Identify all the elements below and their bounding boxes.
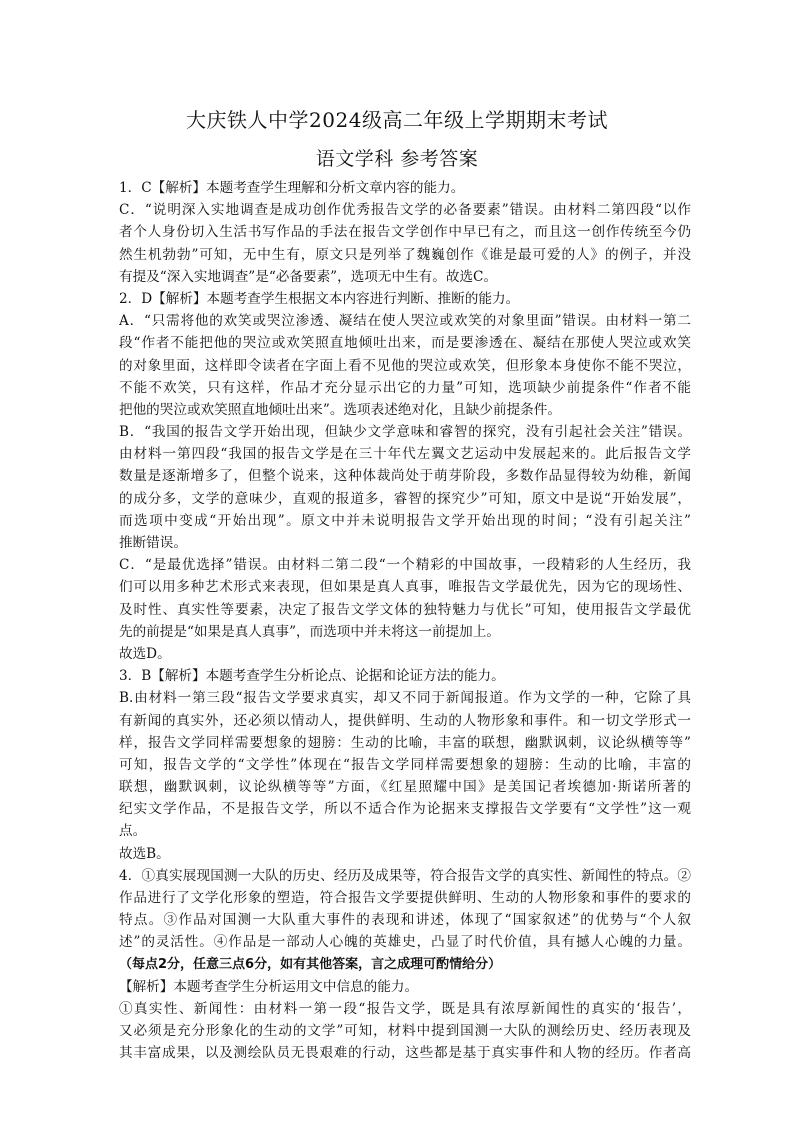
text-line: 然生机勃勃”可知，无中生有，原文只是列举了魏巍创作《谁是最可爱的人》的例子，并没 — [119, 246, 691, 263]
text-line: 不能不欢笑，只有这样，作品才充分显示出它的力量”可知，选项缺少前提条件“作者不能 — [119, 379, 691, 396]
text-line: 把他的哭泣或欢笑照直地倾吐出来”。选项表述绝对化，且缺少前提条件。 — [119, 401, 561, 418]
text-line: B.由材料一第三段“报告文学要求真实，却又不同于新闻报道。作为文学的一种，它除了具 — [119, 690, 691, 707]
text-line: ①真实性、新闻性：由材料一第一段“报告文学，既是具有浓厚新闻性的真实的‘报告’， — [119, 1000, 691, 1017]
text-line: 推断错误。 — [119, 535, 187, 551]
text-line: 及时性、真实性等要素，决定了报告文学文体的独特魅力与优长”可知，使用报告文学最优 — [119, 601, 691, 618]
text-line: 们可以用多种艺术形式来表现，但如果是真人真事，唯报告文学最优先，因为它的现场性、 — [119, 579, 691, 596]
text-line: A．“只需将他的欢笑或哭泣渗透、凝结在使人哭泣或欢笑的对象里面”错误。由材料一第二 — [119, 313, 691, 330]
text-line: 数量是逐渐增多了，但整个说来，这种体裁尚处于萌芽阶段，多数作品显得较为幼稚，新闻 — [119, 468, 691, 485]
text-line: 有提及“深入实地调查”是“必备要素”，选项无中生有。故选C。 — [119, 268, 498, 285]
text-line: 而选项中变成“开始出现”。原文中并未说明报告文学开始出现的时间；“没有引起关注” — [119, 512, 691, 529]
text-line: （每点2分，任意三点6分，如有其他答案，言之成理可酌情给分） — [119, 956, 502, 972]
text-line: 点。 — [119, 823, 147, 840]
text-line: 者个人身份切入生活书写作品的手法在报告文学创作中早已有之，而且这一创作传统至今仍 — [119, 224, 691, 241]
text-line: 故选D。 — [119, 645, 171, 662]
text-line: 段“作者不能把他的哭泣或欢笑照直地倾吐出来，而是要渗透在、凝结在那使人哭泣或欢笑 — [119, 335, 691, 352]
text-line: 的成分多，文学的意味少，直观的报道多，睿智的探究少”可知，原文中是说“开始发展”， — [119, 490, 691, 507]
document-subtitle: 语文学科 参考答案 — [315, 148, 479, 170]
text-line: 纪实文学作品，不是报告文学，所以不适合作为论据来支撑报告文学要有“文学性”这一观 — [119, 801, 691, 818]
text-line: 3．B【解析】本题考查学生分析论点、论据和论证方法的能力。 — [119, 668, 505, 685]
text-line: C．“说明深入实地调查是成功创作优秀报告文学的必备要素”错误。由材料二第四段“以作 — [119, 202, 691, 219]
text-line: 联想，幽默讽刺，议论纵横等等”方面，《红星照耀中国》是美国记者埃德加·斯诺所著的 — [119, 779, 691, 796]
text-line: B．“我国的报告文学开始出现，但缺少文学意味和睿智的探究，没有引起社会关注”错误。 — [119, 424, 691, 441]
text-line: 4．①真实展现国测一大队的历史、经历及成果等，符合报告文学的真实性、新闻性的特点。② — [119, 867, 691, 884]
text-line: 样，报告文学同样需要想象的翅膀：生动的比喻，丰富的联想，幽默讽刺，议论纵横等等” — [119, 734, 691, 751]
document-title: 大庆铁人中学2024级高二年级上学期期末考试 — [186, 108, 608, 132]
text-line: 可知，报告文学的“文学性”体现在“报告文学同样需要想象的翅膀：生动的比喻，丰富的 — [119, 756, 691, 773]
text-line: 1．C【解析】本题考查学生理解和分析文章内容的能力。 — [119, 180, 465, 196]
text-line: 故选B。 — [119, 845, 170, 862]
text-line: 其丰富成果，以及测绘队员无畏艰难的行动，这些都是基于真实事件和人物的经历。作者高 — [119, 1045, 691, 1062]
text-line: 先的前提是“如果是真人真事”，而选项中并未将这一前提加上。 — [119, 623, 500, 640]
answer-body — [119, 177, 691, 1065]
text-line: 由材料一第四段“我国的报告文学是在三十年代左翼文艺运动中发展起来的。此后报告文学 — [119, 446, 691, 463]
text-line: 述”的灵活性。④作品是一部动人心魄的英雄史，凸显了时代价值，具有撼人心魄的力量。 — [119, 934, 691, 951]
text-line: 【解析】本题考查学生分析运用文中信息的能力。 — [119, 978, 419, 995]
text-line: C．“是最优选择”错误。由材料二第二段“一个精彩的中国故事，一段精彩的人生经历，我 — [119, 557, 691, 574]
text-line: 的对象里面，这样即令读者在字面上看不见他的哭泣或欢笑，但形象本身使你不能不哭泣， — [119, 357, 691, 374]
text-line: 特点。③作品对国测一大队重大事件的表现和讲述，体现了“国家叙述”的优势与“个人叙 — [119, 912, 691, 929]
text-line: 作品进行了文学化形象的塑造，符合报告文学要提供鲜明、生动的人物形象和事件的要求的 — [119, 890, 691, 906]
text-line: 又必须是充分形象化的生动的文学”可知，材料中提到国测一大队的测绘历史、经历表现及 — [119, 1023, 691, 1040]
text-line: 有新闻的真实外，还必须以情动人，提供鲜明、生动的人物形象和事件。和一切文学形式一 — [119, 712, 691, 729]
text-line: 2．D【解析】本题考查学生根据文本内容进行判断、推断的能力。 — [119, 290, 520, 307]
